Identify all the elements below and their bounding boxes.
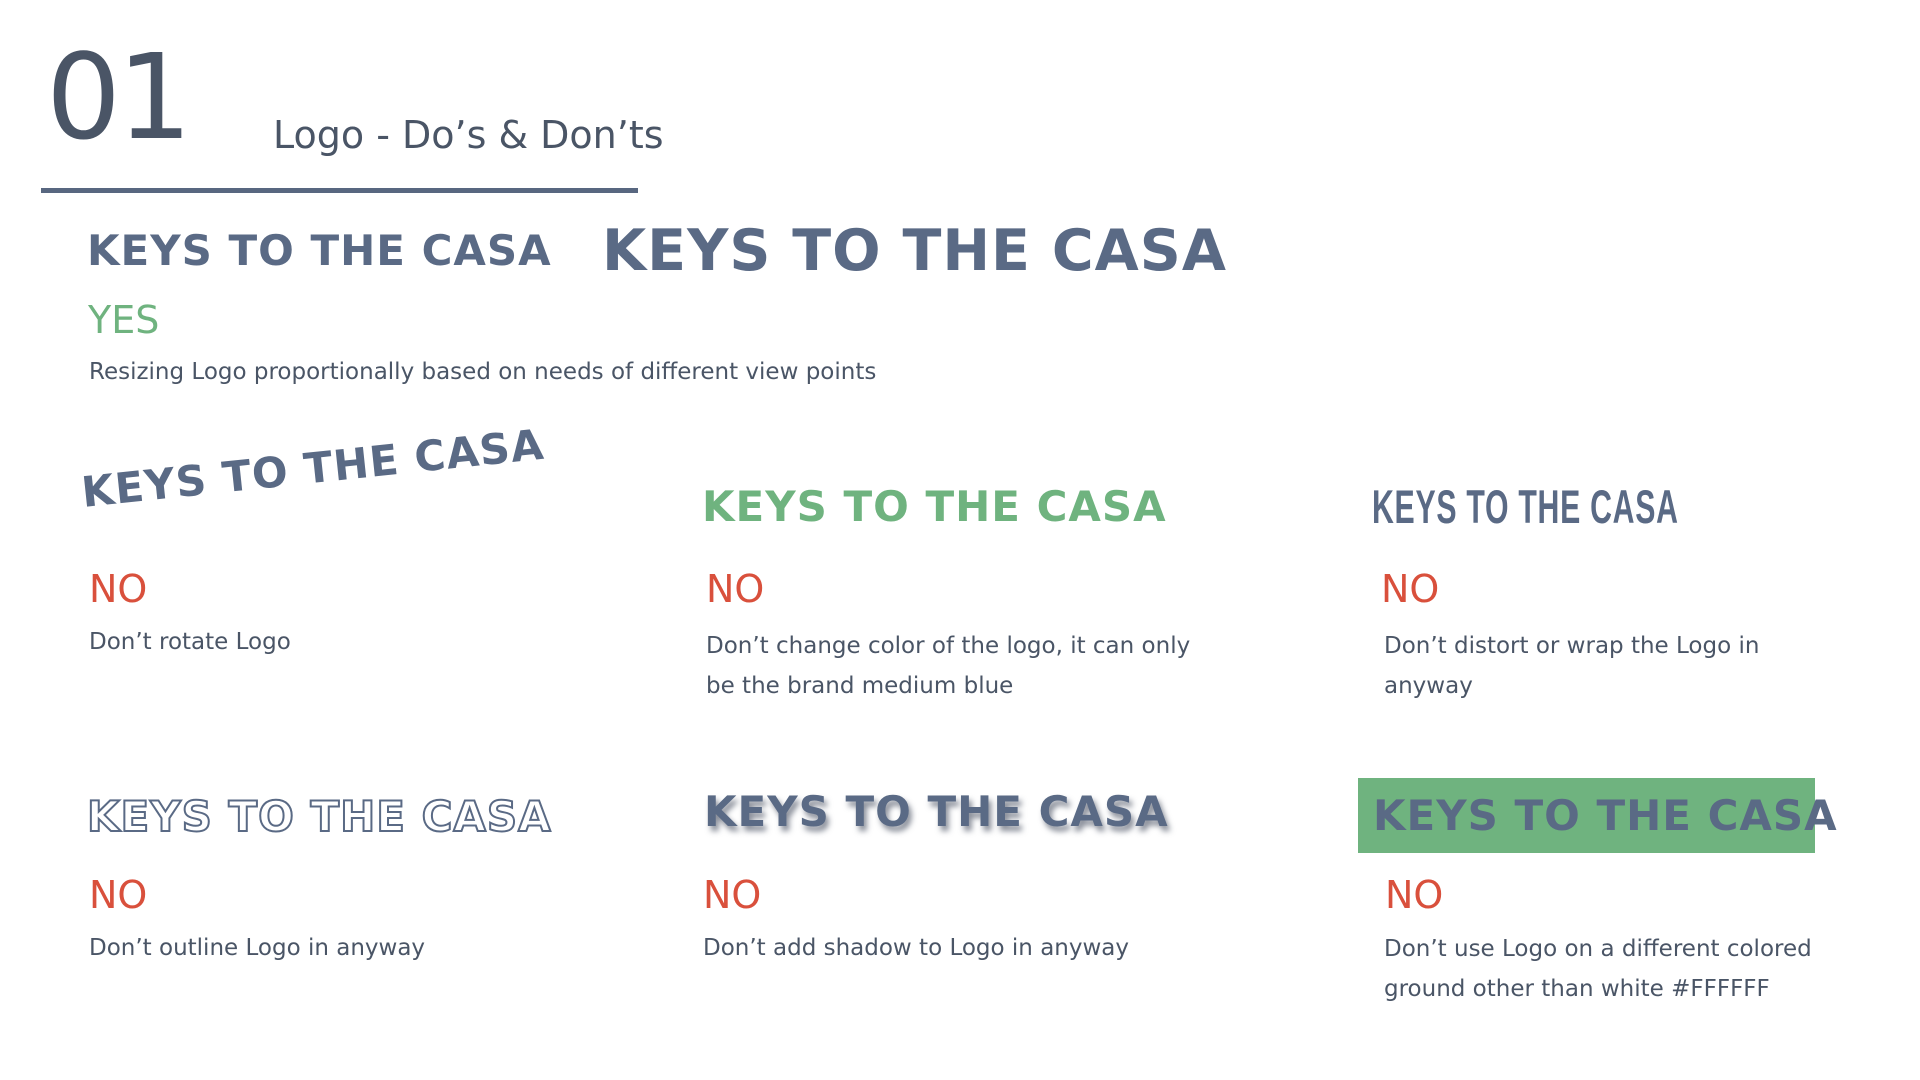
description-resize: Resizing Logo proportionally based on needs of different view points — [89, 359, 877, 385]
logo-rotated: KEYS TO THE CASA — [79, 419, 547, 517]
logo-distorted: KEYS TO THE CASA — [1372, 480, 1679, 534]
logo-on-green: KEYS TO THE CASA — [1373, 791, 1838, 840]
description-outline: Don’t outline Logo in anyway — [89, 935, 426, 961]
description-background: Don’t use Logo on a different colored ground other than white #FFFFFF — [1384, 936, 1812, 1002]
verdict-no-background: NO — [1385, 873, 1444, 917]
logo-outlined: KEYS TO THE CASA — [87, 792, 552, 841]
description-color: Don’t change color of the logo, it can only be the brand medium blue — [706, 633, 1191, 699]
page-title: Logo - Do’s & Don’ts — [273, 113, 664, 157]
logo-small: KEYS TO THE CASA — [87, 226, 552, 275]
logo-shadowed: KEYS TO THE CASA — [704, 787, 1169, 836]
description-distort: Don’t distort or wrap the Logo in anyway — [1384, 633, 1760, 699]
logo-large: KEYS TO THE CASA — [602, 218, 1227, 284]
verdict-no-distort: NO — [1381, 567, 1440, 611]
description-shadow: Don’t add shadow to Logo in anyway — [703, 935, 1129, 961]
verdict-yes: YES — [88, 298, 160, 342]
logo-recolored: KEYS TO THE CASA — [702, 482, 1167, 531]
section-number: 01 — [46, 28, 189, 166]
header-divider — [41, 188, 638, 193]
verdict-no-shadow: NO — [703, 873, 762, 917]
verdict-no-rotate: NO — [89, 567, 148, 611]
verdict-no-outline: NO — [89, 873, 148, 917]
verdict-no-color: NO — [706, 567, 765, 611]
description-rotate: Don’t rotate Logo — [89, 629, 291, 655]
